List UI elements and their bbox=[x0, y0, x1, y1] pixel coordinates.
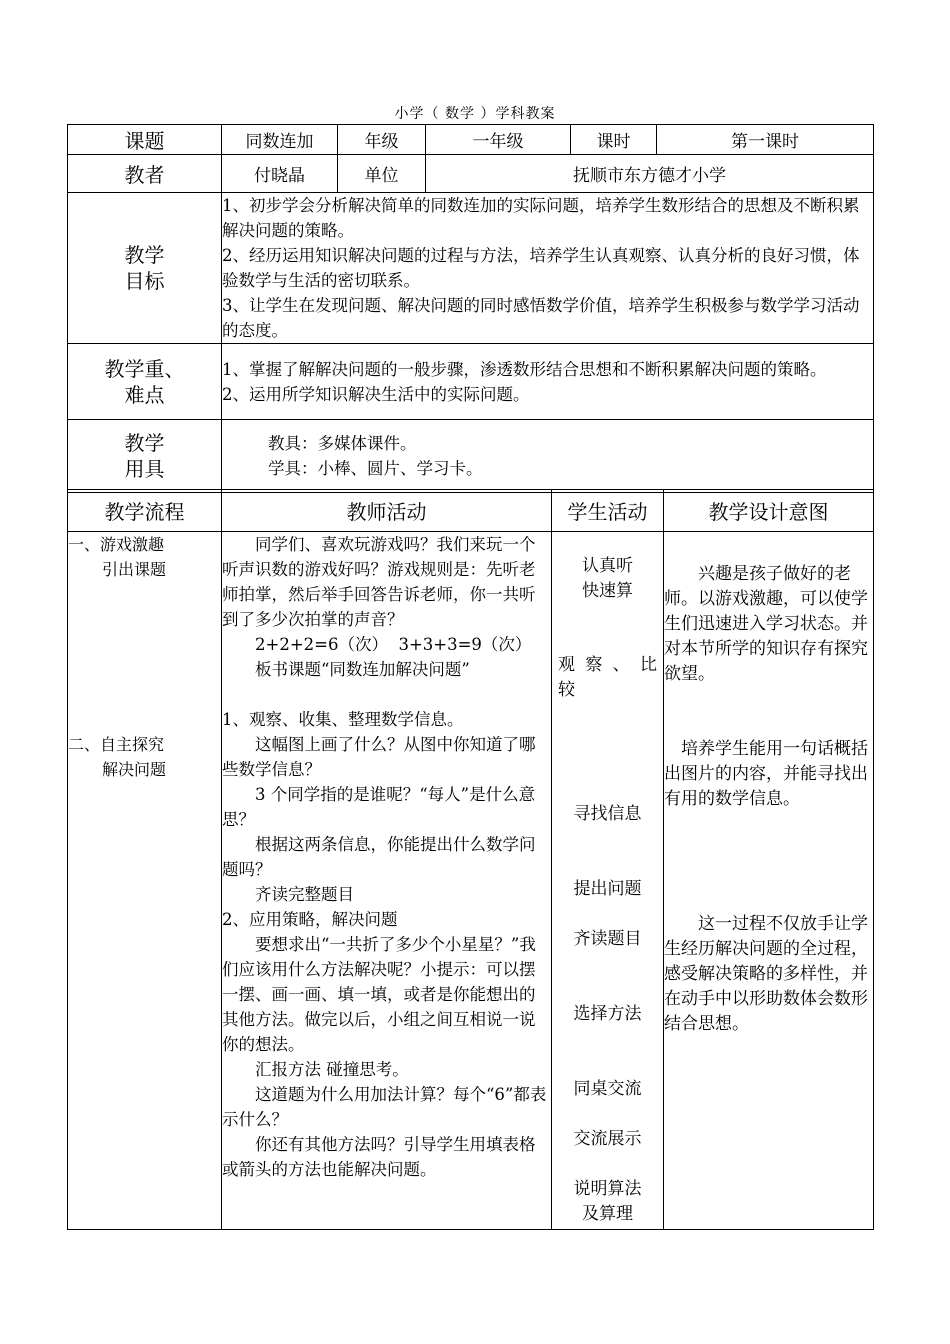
design-intent: 这一过程不仅放手让学生经历解决问题的全过程，感受解决策略的多样性，并在动手中以形助数体会数形结合思想。 bbox=[664, 914, 868, 1034]
teacher-paragraph: 2、应用策略，解决问题 bbox=[222, 910, 398, 929]
section-2-subtitle: 解决问题 bbox=[102, 760, 167, 779]
student-activity-line: 快速算 bbox=[582, 581, 633, 601]
teacher-paragraph: 2+2+2=6（次） 3+3+3=9（次） bbox=[255, 635, 532, 654]
teacher-paragraph: 汇报方法 碰撞思考。 bbox=[255, 1060, 409, 1079]
goals-label-line1: 教学 bbox=[124, 243, 165, 267]
grade-value: 一年级 bbox=[426, 125, 571, 155]
teaching-process-table bbox=[67, 489, 874, 1230]
goals-label bbox=[68, 193, 222, 344]
student-activity: 选择方法 bbox=[573, 1004, 642, 1024]
topic-value: 同数连加 bbox=[222, 125, 338, 155]
student-activity: 提出问题 bbox=[573, 879, 642, 899]
teacher-name: 付晓晶 bbox=[222, 155, 338, 193]
header-design-intent: 教学设计意图 bbox=[664, 490, 874, 532]
keypoints-label bbox=[68, 344, 222, 420]
section-1-title: 一、游戏激趣 bbox=[68, 535, 165, 554]
student-activity: 观 察 、 比 较 bbox=[558, 655, 657, 700]
student-activity: 寻找信息 bbox=[573, 804, 642, 824]
teacher-label: 教者 bbox=[68, 155, 222, 193]
design-intent-column bbox=[664, 532, 874, 1230]
design-intent: 培养学生能用一句话概括出图片的内容，并能寻找出有用的数学信息。 bbox=[664, 739, 868, 809]
section-1-subtitle: 引出课题 bbox=[102, 560, 167, 579]
student-activity bbox=[552, 554, 663, 604]
section-2-title: 二、自主探究 bbox=[68, 735, 165, 754]
teacher-paragraph: 3 个同学指的是谁呢？“每人”是什么意思？ bbox=[222, 785, 536, 829]
teacher-paragraph: 齐读完整题目 bbox=[255, 885, 354, 904]
teacher-paragraph: 同学们、喜欢玩游戏吗？我们来玩一个听声识数的游戏好吗？游戏规则是：先听老师拍掌，然后举手回答告诉老师，你一共听到了多少次拍掌的声音？ bbox=[222, 535, 536, 629]
tools-label-line1: 教学 bbox=[124, 431, 165, 455]
period-value: 第一课时 bbox=[657, 125, 874, 155]
student-activity-line: 说明算法 bbox=[573, 1179, 642, 1199]
header-flow: 教学流程 bbox=[68, 490, 222, 532]
keypoint-item: 2、运用所学知识解决生活中的实际问题。 bbox=[222, 384, 530, 404]
student-activity: 交流展示 bbox=[573, 1129, 642, 1149]
unit-label: 单位 bbox=[338, 155, 426, 193]
teacher-paragraph: 你还有其他方法吗？引导学生用填表格或箭头的方法也能解决问题。 bbox=[222, 1135, 536, 1179]
teacher-tools: 教具：多媒体课件。 bbox=[268, 434, 417, 453]
flow-column bbox=[68, 532, 222, 1230]
tools-label-line2: 用具 bbox=[124, 457, 165, 481]
unit-value: 抚顺市东方德才小学 bbox=[426, 155, 874, 193]
tools-content bbox=[222, 420, 874, 493]
header-student-activity: 学生活动 bbox=[552, 490, 664, 532]
student-activity: 齐读题目 bbox=[573, 929, 642, 949]
student-activity-line: 认真听 bbox=[582, 556, 633, 576]
tools-label bbox=[68, 420, 222, 493]
keypoint-item: 1、掌握了解解决问题的一般步骤，渗透数形结合思想和不断积累解决问题的策略。 bbox=[222, 359, 827, 379]
student-activity: 同桌交流 bbox=[573, 1079, 642, 1099]
goal-item: 3、让学生在发现问题、解决问题的同时感悟数学价值，培养学生积极参与数学学习活动的态度。 bbox=[222, 296, 860, 340]
teacher-paragraph: 板书课题“同数连加解决问题” bbox=[255, 660, 470, 679]
keypoints-content bbox=[222, 344, 874, 420]
period-label: 课时 bbox=[571, 125, 657, 155]
teacher-paragraph: 要想求出“一共折了多少个小星星？”我们应该用什么方法解决呢？小提示：可以摆一摆、画一画、填一填，或者是你能想出的其他方法。做完以后，小组之间互相说一说你的想法。 bbox=[222, 935, 536, 1054]
lesson-info-table bbox=[67, 124, 874, 493]
student-activity bbox=[552, 1177, 663, 1227]
teacher-paragraph: 这幅图上画了什么？从图中你知道了哪些数学信息？ bbox=[222, 735, 536, 779]
goal-item: 1、初步学会分析解决简单的同数连加的实际问题，培养学生数形结合的思想及不断积累解决问题的策略。 bbox=[222, 196, 860, 240]
student-activity-column bbox=[552, 532, 664, 1230]
keypoints-label-line1: 教学重、 bbox=[104, 356, 185, 381]
student-activity-line: 及算理 bbox=[582, 1204, 633, 1224]
teacher-paragraph: 根据这两条信息，你能提出什么数学问题吗？ bbox=[222, 835, 536, 879]
goals-content bbox=[222, 193, 874, 344]
grade-label: 年级 bbox=[338, 125, 426, 155]
header-teacher-activity: 教师活动 bbox=[222, 490, 552, 532]
student-tools: 学具：小棒、圆片、学习卡。 bbox=[268, 459, 483, 478]
teacher-activity-column bbox=[222, 532, 552, 1230]
teacher-paragraph: 这道题为什么用加法计算？每个“6”都表示什么？ bbox=[222, 1085, 547, 1129]
document-title: 小学（ 数学 ）学科教案 bbox=[394, 106, 556, 122]
teacher-paragraph: 1、观察、收集、整理数学信息。 bbox=[222, 710, 464, 729]
goal-item: 2、经历运用知识解决问题的过程与方法，培养学生认真观察、认真分析的良好习惯，体验数学与生活的密切联系。 bbox=[222, 246, 860, 290]
topic-label: 课题 bbox=[68, 125, 222, 155]
goals-label-line2: 目标 bbox=[124, 269, 165, 293]
keypoints-label-line2: 难点 bbox=[124, 382, 165, 407]
design-intent: 兴趣是孩子做好的老师。以游戏激趣，可以使学生们迅速进入学习状态。并对本节所学的知识存有探究欲望。 bbox=[664, 564, 868, 684]
